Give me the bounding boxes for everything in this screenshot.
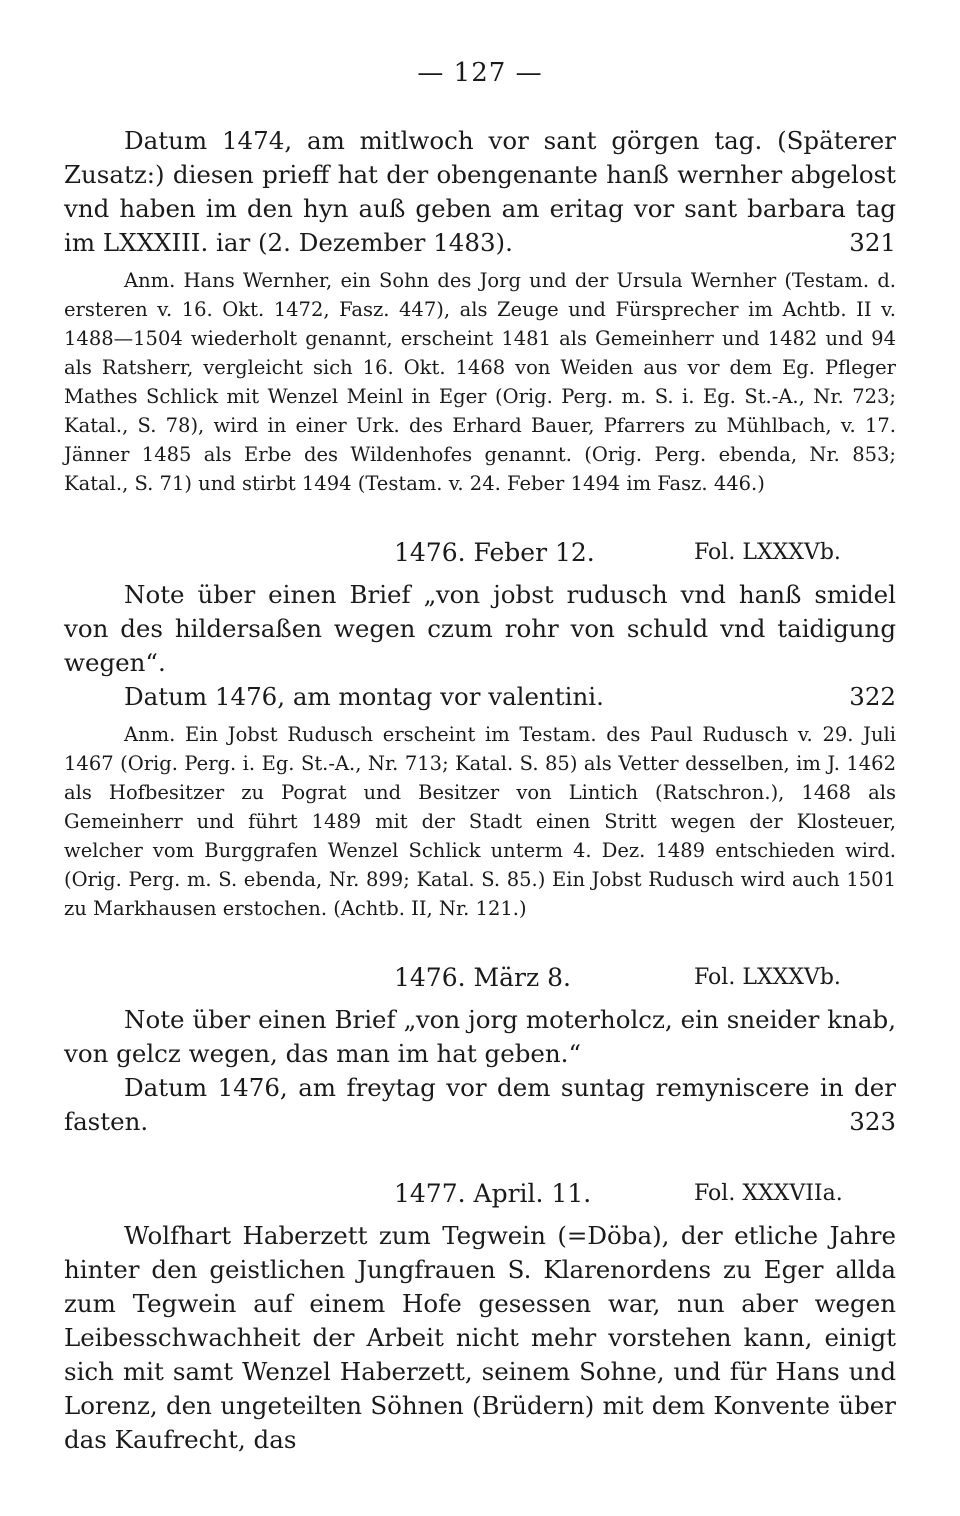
entry-324-date: 1477. April. 11. [394,1179,592,1208]
document-page [64,58,896,1457]
entry-322-datum: Datum 1476, am montag vor valentini. [124,682,604,711]
entry-322-folio: Fol. LXXXVb. [694,540,841,565]
entry-322-date: 1476. Feber 12. [394,538,595,567]
entry-323-datum: Datum 1476, am freytag vor dem suntag remyniscere in der fasten. [64,1073,896,1136]
entry-321-note: Anm. Hans Wernher, ein Sohn des Jorg und der Ursula Wernher (Testam. d. ersteren v. 16. Okt. 1472, Fasz. 447), als Zeuge und Fürsprecher im Achtb. II v. 1488—1504 wiederholt genannt, erscheint 1481 als Gemeinherr und 1482 und 94 als Ratsherr, vergleicht sich 16. Okt. 1468 von Weiden aus vor dem Eg. Pfleger Mathes Schlick mit Wenzel Meinl in Eger (Orig. Perg. m. S. i. Eg. St.-A., Nr. 723; Katal., S. 78), wird in einer Urk. des Erhard Bauer, Pfarrers zu Mühlbach, v. 17. Jänner 1485 als Erbe des Wildenhofes genannt. (Orig. Perg. ebenda, Nr. 853; Katal., S. 71) und stirbt 1494 (Testam. v. 24. Feber 1494 im Fasz. 446.) [64,269,896,495]
entry-323-date: 1476. März 8. [394,963,571,992]
entry-322-number: 322 [849,682,896,711]
entry-322-text: Note über einen Brief „von jobst rudusch vnd hanß smidel von des hildersaßen wegen czum rohr von schuld vnd taidigung wegen“. [64,580,896,677]
entry-321-number: 321 [849,228,896,257]
entry-323-number: 323 [849,1107,896,1136]
entry-322-note: Anm. Ein Jobst Rudusch erscheint im Testam. des Paul Rudusch v. 29. Juli 1467 (Orig. Perg. i. Eg. St.-A., Nr. 713; Katal. S. 85) als Vetter desselben, im J. 1462 als Hofbesitzer zu Pograt und Besitzer von Lintich (Ratschron.), 1468 als Gemeinherr und führt 1489 mit der Stadt einen Stritt wegen der Klosteuer, welcher vom Burggrafen Wenzel Schlick unterm 4. Dez. 1489 entschieden wird. (Orig. Perg. m. S. ebenda, Nr. 899; Katal. S. 85.) Ein Jobst Rudusch wird auch 1501 zu Markhausen erstochen. (Achtb. II, Nr. 121.) [64,723,896,920]
entry-323-folio: Fol. LXXXVb. [694,965,841,990]
entry-321-text [64,124,896,260]
entry-323-header [64,963,896,999]
entry-323-text: Note über einen Brief „von jorg moterholcz, ein sneider knab, von gelcz wegen, das man im hat geben.“ [64,1005,896,1068]
entry-324-text: Wolfhart Haberzett zum Tegwein (=Döba), der etliche Jahre hinter den geistlichen Jungfrauen S. Klarenordens zu Eger allda zum Tegwein auf einem Hofe gesessen war, nun aber wegen Leibesschwachheit der Arbeit nicht mehr vorstehen kann, einigt sich mit samt Wenzel Haberzett, seinem Sohne, und für Hans und Lorenz, den ungeteilten Söhnen (Brüdern) mit dem Konvente über das Kaufrecht, das [64,1221,896,1454]
page-number: — 127 — [417,58,543,88]
entry-324-header [64,1179,896,1215]
entry-322-header [64,538,896,574]
entry-322-datum-line [64,680,896,714]
entry-321-body: Datum 1474, am mitlwoch vor sant görgen tag. (Späterer Zusatz:) diesen prieff hat der obengenante hanß wernher abgelost vnd haben im den hyn auß geben am eritag vor sant barbara tag im LXXXIII. iar (2. Dezember 1483). [64,126,896,257]
entry-323-datum-line [64,1071,896,1139]
entry-324-folio: Fol. XXXVIIa. [694,1181,843,1206]
